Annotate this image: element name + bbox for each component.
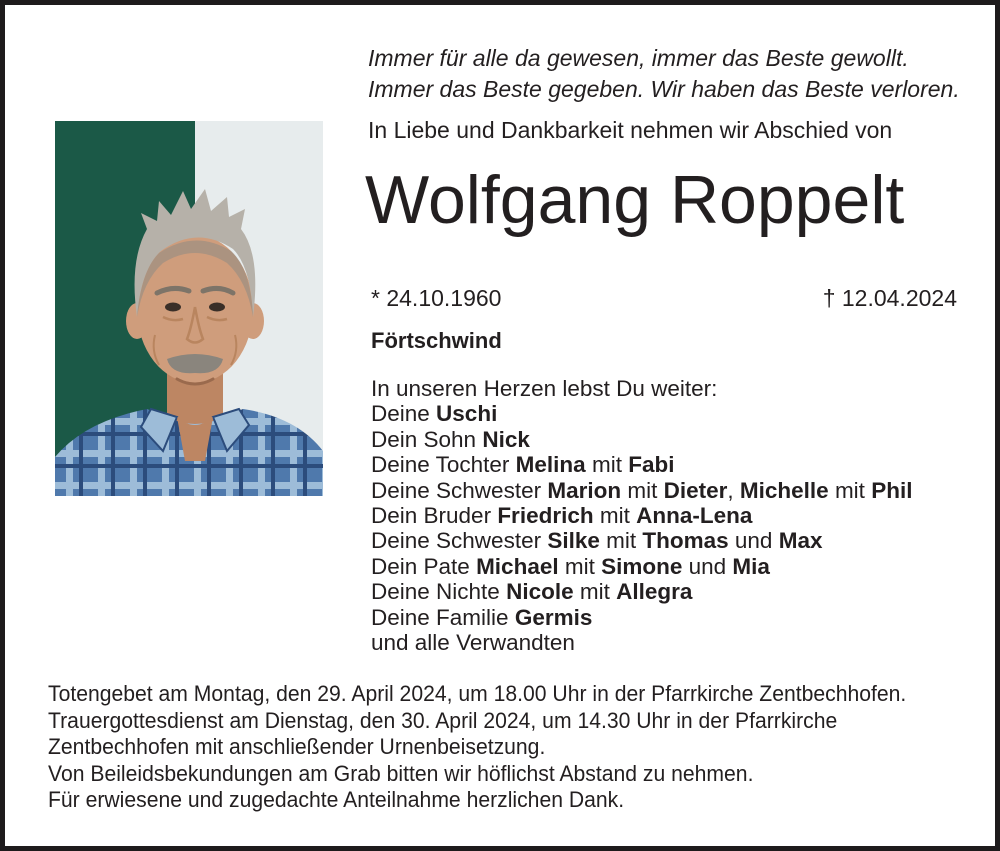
farewell-intro: In Liebe und Dankbarkeit nehmen wir Abschied von xyxy=(368,117,893,143)
list-item: Totengebet am Montag, den 29. April 2024, um 18.00 Uhr in der Pfarrkirche Zentbechhofen. xyxy=(48,681,907,706)
mourners-intro: In unseren Herzen lebst Du weiter: xyxy=(371,376,718,401)
list-item: Dein Sohn Nick xyxy=(371,426,530,452)
memorial-quote xyxy=(368,43,968,105)
residence: Förtschwind xyxy=(371,328,502,353)
list-item: Dein Bruder Friedrich mit Anna-Lena xyxy=(371,503,753,529)
birth-date: * 24.10.1960 xyxy=(371,285,502,311)
quote-line-1: Immer für alle da gewesen, immer das Beste gewollt. xyxy=(368,45,909,71)
list-item: Deine Nichte Nicole mit Allegra xyxy=(371,579,693,605)
portrait-illustration xyxy=(55,121,323,496)
birth-symbol: * xyxy=(371,285,380,311)
life-dates xyxy=(371,285,957,312)
list-item: Deine Schwester Marion mit Dieter, Michelle mit Phil xyxy=(371,477,913,503)
mourners-list xyxy=(371,376,971,655)
list-item: und alle Verwandten xyxy=(371,630,575,656)
list-item: Deine Uschi xyxy=(371,401,498,427)
death-symbol: † xyxy=(822,285,836,311)
list-item: Deine Familie Germis xyxy=(371,604,593,630)
list-item: Für erwiesene und zugedachte Anteilnahme herzlichen Dank. xyxy=(48,787,625,813)
death-date: † 12.04.2024 xyxy=(822,285,957,311)
quote-line-2: Immer das Beste gegeben. Wir haben das Beste verloren. xyxy=(368,76,960,102)
portrait-photo xyxy=(55,121,323,496)
funeral-notice xyxy=(48,681,979,814)
deceased-name: Wolfgang Roppelt xyxy=(365,162,905,238)
mourners-lines xyxy=(371,401,971,655)
list-item: Trauergottesdienst am Dienstag, den 30. April 2024, um 14.30 Uhr in der Pfarrkirche xyxy=(48,707,838,733)
list-item: Zentbechhofen mit anschließender Urnenbeisetzung. xyxy=(48,734,546,760)
list-item: Von Beileidsbekundungen am Grab bitten wir höflichst Abstand zu nehmen. xyxy=(48,760,754,786)
list-item: Deine Tochter Melina mit Fabi xyxy=(371,452,675,478)
list-item: Deine Schwester Silke mit Thomas und Max xyxy=(371,528,823,554)
list-item: Dein Pate Michael mit Simone und Mia xyxy=(371,553,770,579)
